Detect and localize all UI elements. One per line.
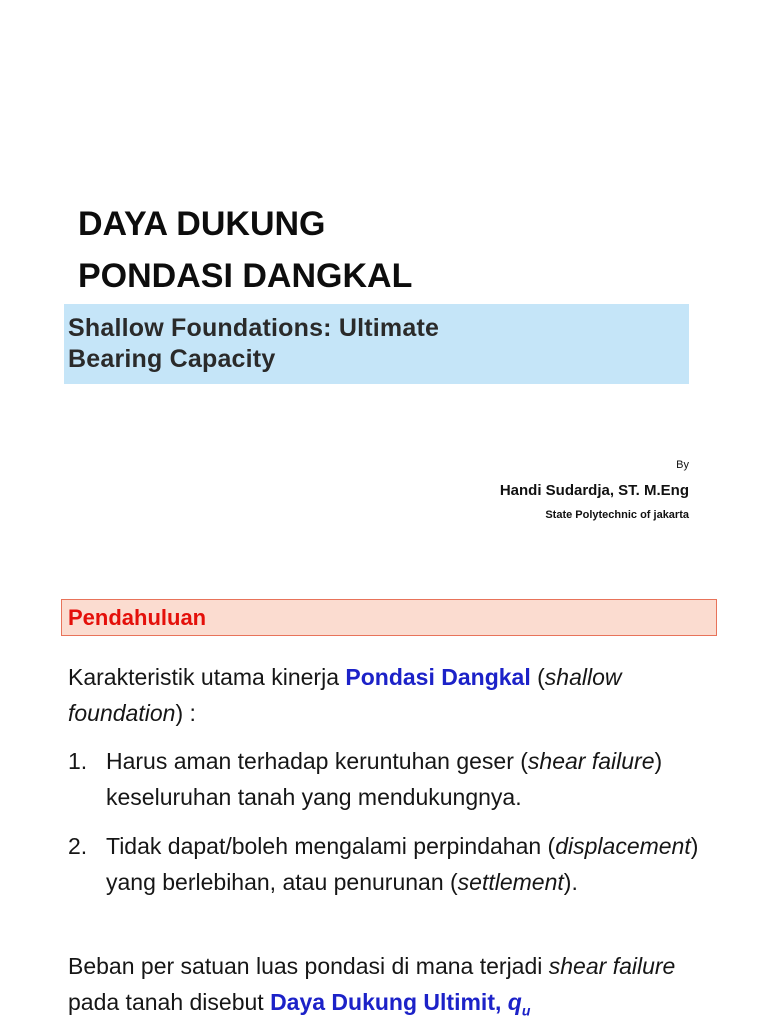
intro-paragraph (68, 659, 728, 731)
intro-text-1: Karakteristik utama kinerja (68, 664, 346, 690)
closing-text-1: Beban per satuan luas pondasi di mana terjadi (68, 953, 549, 979)
byline-by: By (676, 459, 689, 471)
subtitle-line-2: Bearing Capacity (68, 345, 276, 373)
list-italic: settlement (457, 869, 564, 895)
intro-text-2: ( (530, 664, 545, 690)
intro-highlight: Pondasi Dangkal (345, 664, 531, 690)
qu-symbol: q (507, 989, 522, 1015)
list-text: Tidak dapat/boleh mengalami perpindahan ( (106, 833, 556, 859)
list-number: 2. (68, 833, 88, 859)
requirement-list-1 (68, 743, 728, 815)
list-item (68, 743, 728, 815)
list-text: Harus aman terhadap keruntuhan geser ( (106, 748, 528, 774)
list-number: 1. (68, 748, 88, 774)
subtitle-line-1: Shallow Foundations: Ultimate (68, 314, 440, 342)
intro-italic: shallow foundation (68, 664, 622, 726)
closing-paragraph (68, 948, 728, 1020)
section-heading: Pendahuluan (68, 605, 207, 630)
list-italic: displacement (555, 833, 691, 859)
author-institution: State Polytechnic of jakarta (545, 509, 689, 521)
list-text: ). (563, 869, 578, 895)
closing-highlight-text: Daya Dukung Ultimit, (270, 989, 508, 1015)
title-line-2: PONDASI DANGKAL (78, 257, 413, 295)
list-italic: shear failure (527, 748, 655, 774)
qu-subscript: u (521, 1002, 531, 1019)
closing-text-2: pada tanah disebut (68, 989, 271, 1015)
section-heading-box (61, 599, 717, 636)
list-text: ) yang berlebihan, atau penurunan ( (106, 833, 699, 895)
list-item (68, 828, 728, 900)
subtitle (68, 313, 439, 375)
title-line-1: DAYA DUKUNG (78, 205, 326, 243)
subtitle-banner (64, 304, 689, 384)
requirement-list-2 (68, 828, 728, 900)
closing-italic: shear failure (548, 953, 676, 979)
author-name: Handi Sudardja, ST. M.Eng (499, 482, 689, 499)
list-text: ) keseluruhan tanah yang mendukungnya. (106, 748, 663, 810)
page-title (78, 198, 412, 302)
intro-text-3: ) : (175, 700, 196, 726)
closing-highlight (270, 989, 531, 1019)
